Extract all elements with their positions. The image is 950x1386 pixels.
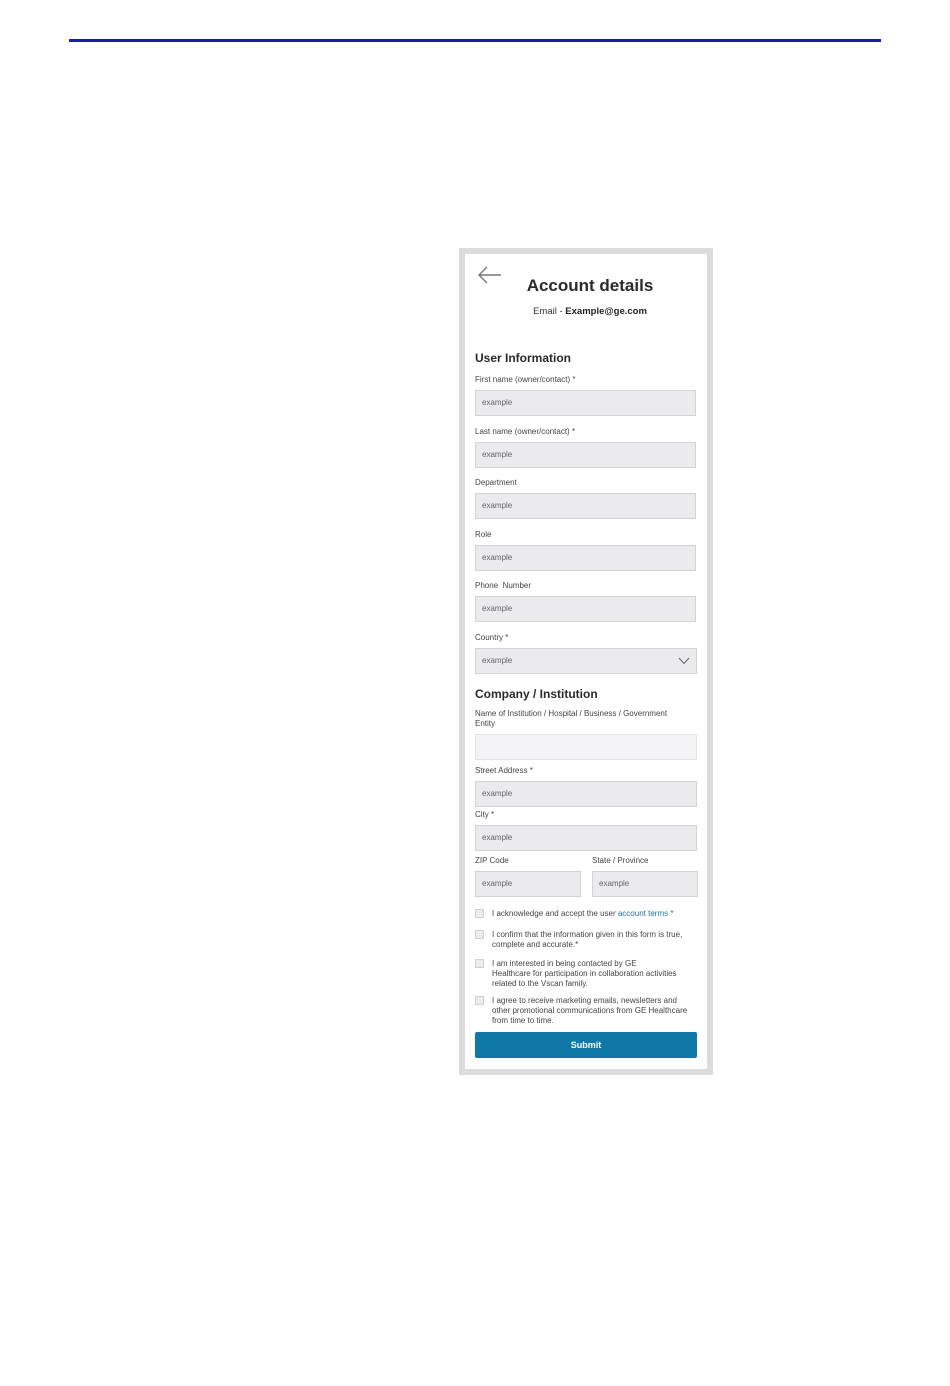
phone-field[interactable]: example bbox=[475, 596, 696, 622]
marketing-checkbox-row bbox=[475, 996, 700, 1028]
department-field[interactable]: example bbox=[475, 493, 696, 519]
marketing-checkbox[interactable] bbox=[475, 996, 484, 1005]
marketing-checkbox-text: I agree to receive marketing emails, newsletters and other promotional communications from GE Healthcare from time to time. bbox=[492, 996, 688, 1025]
interest-checkbox[interactable] bbox=[475, 959, 484, 968]
email-value: Example@ge.com bbox=[565, 306, 647, 317]
account-terms-link[interactable]: account terms bbox=[617, 909, 669, 918]
country-value: example bbox=[482, 656, 513, 665]
phone-frame bbox=[459, 248, 713, 1075]
role-field[interactable]: example bbox=[475, 545, 696, 571]
first-name-field[interactable]: example bbox=[475, 390, 696, 416]
terms-text: I acknowledge and accept the user bbox=[492, 909, 618, 918]
submit-button[interactable]: Submit bbox=[475, 1032, 697, 1058]
city-label: City * bbox=[475, 810, 495, 819]
last-name-field[interactable]: example bbox=[475, 442, 696, 468]
email-prefix: Email - bbox=[533, 306, 566, 317]
country-select[interactable] bbox=[475, 648, 697, 674]
city-field[interactable]: example bbox=[475, 825, 697, 851]
country-label: Country * bbox=[475, 633, 509, 642]
interest-checkbox-text: I am interested in being contacted by GE Healthcare for participation in collaboration activities related to the Vscan family. bbox=[492, 959, 677, 988]
terms-checkbox[interactable] bbox=[475, 909, 484, 918]
last-name-label: Last name (owner/contact) * bbox=[475, 427, 576, 436]
institution-label: Name of Institution / Hospital / Business / Government Entity bbox=[475, 709, 668, 728]
first-name-label: First name (owner/contact) * bbox=[475, 375, 576, 384]
company-institution-heading: Company / Institution bbox=[475, 687, 598, 701]
email-line bbox=[465, 306, 707, 317]
state-province-field[interactable]: example bbox=[592, 871, 698, 897]
interest-checkbox-row bbox=[475, 959, 700, 991]
phone-label: Phone Number bbox=[475, 581, 532, 590]
state-province-label: State / Province bbox=[592, 856, 649, 865]
terms-required-mark: * bbox=[668, 909, 674, 918]
zip-code-field[interactable]: example bbox=[475, 871, 581, 897]
institution-field[interactable] bbox=[475, 734, 697, 760]
department-label: Department bbox=[475, 478, 517, 487]
role-label: Role bbox=[475, 530, 492, 539]
chevron-down-icon bbox=[678, 657, 690, 665]
user-information-heading: User Information bbox=[475, 351, 572, 365]
account-details-screen bbox=[465, 254, 707, 1069]
top-rule bbox=[69, 39, 881, 42]
confirm-checkbox-row bbox=[475, 930, 700, 952]
street-address-field[interactable]: example bbox=[475, 781, 697, 807]
terms-checkbox-row bbox=[475, 909, 700, 921]
confirm-checkbox[interactable] bbox=[475, 930, 484, 939]
terms-checkbox-text bbox=[492, 909, 697, 919]
zip-code-label: ZIP Code bbox=[475, 856, 509, 865]
confirm-checkbox-text: I confirm that the information given in this form is true, complete and accurate.* bbox=[492, 930, 683, 949]
street-address-label: Street Address * bbox=[475, 766, 533, 775]
page-title: Account details bbox=[526, 276, 654, 295]
